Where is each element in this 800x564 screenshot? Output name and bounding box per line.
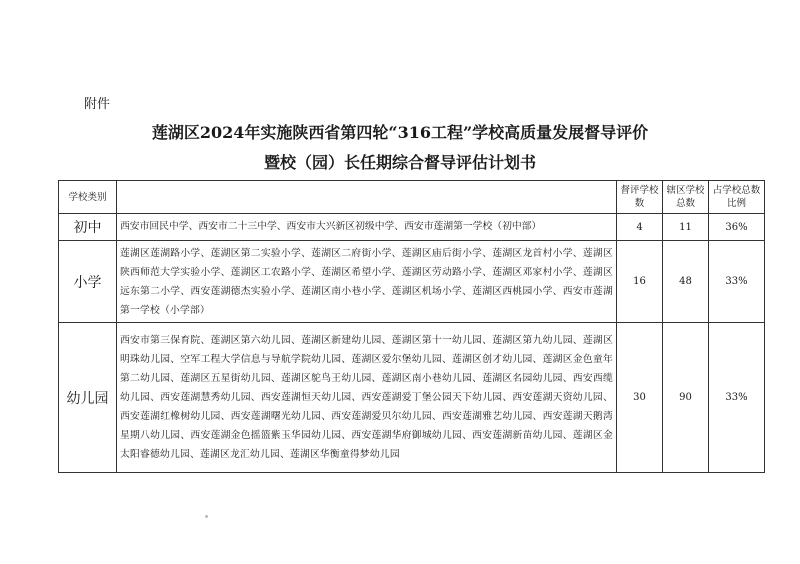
document-title-line1: 莲湖区2024年实施陕西省第四轮“316工程”学校高质量发展督导评价 bbox=[151, 123, 649, 142]
row-category: 初中 bbox=[59, 214, 117, 241]
table-header-row bbox=[59, 181, 765, 214]
table-row bbox=[59, 323, 765, 473]
row-ratio: 33% bbox=[709, 323, 765, 473]
supervision-plan-table bbox=[58, 180, 765, 473]
row-evaluated-count: 30 bbox=[617, 323, 663, 473]
scan-speck bbox=[205, 515, 208, 518]
row-evaluated-count: 4 bbox=[617, 214, 663, 241]
header-ratio: 占学校总数比例 bbox=[709, 181, 765, 214]
row-total-count: 90 bbox=[663, 323, 709, 473]
row-total-count: 11 bbox=[663, 214, 709, 241]
row-ratio: 36% bbox=[709, 214, 765, 241]
header-category: 学校类别 bbox=[59, 181, 117, 214]
row-school-list: 西安市第三保育院、莲湖区第六幼儿园、莲湖区新建幼儿园、莲湖区第十一幼儿园、莲湖区第九幼儿园、莲湖区明珠幼儿园、空军工程大学信息与导航学院幼儿园、莲湖区爱尔堡幼儿园、莲湖区创才幼儿园、莲湖区金色童年第二幼儿园、莲湖区五星街幼儿园、莲湖区鸵鸟王幼儿园、莲湖区南小巷幼儿园、莲湖区名园幼儿园、西安西缆幼儿园、西安莲湖慧秀幼儿园、西安莲湖恒天幼儿园、西安莲湖爱丁堡公园天下幼儿园、西安莲湖天资幼儿园、西安莲湖红橡树幼儿园、西安莲湖曙光幼儿园、西安莲湖爱贝尔幼儿园、西安莲湖雅艺幼儿园、西安莲湖天鹅湾星期八幼儿园、西安莲湖金色摇篮紫玉华园幼儿园、西安莲湖华府御城幼儿园、西安莲湖新苗幼儿园、莲湖区金太阳睿德幼儿园、莲湖区龙汇幼儿园、莲湖区华衡童得梦幼儿园 bbox=[117, 323, 617, 473]
row-evaluated-count: 16 bbox=[617, 241, 663, 323]
table-row bbox=[59, 214, 765, 241]
row-ratio: 33% bbox=[709, 241, 765, 323]
row-total-count: 48 bbox=[663, 241, 709, 323]
table-row bbox=[59, 241, 765, 323]
header-total-count: 辖区学校总数 bbox=[663, 181, 709, 214]
attachment-label: 附件 bbox=[84, 97, 111, 112]
header-evaluated-count: 督评学校数 bbox=[617, 181, 663, 214]
row-category: 小学 bbox=[59, 241, 117, 323]
row-school-list: 西安市回民中学、西安市二十三中学、西安市大兴新区初级中学、西安市莲湖第一学校（初中部） bbox=[117, 214, 617, 241]
row-category: 幼儿园 bbox=[59, 323, 117, 473]
document-title-line2: 暨校（园）长任期综合督导评估计划书 bbox=[263, 153, 536, 172]
header-school-names bbox=[117, 181, 617, 214]
row-school-list: 莲湖区莲湖路小学、莲湖区第二实验小学、莲湖区二府街小学、莲湖区庙后街小学、莲湖区龙首村小学、莲湖区陕西师范大学实验小学、莲湖区工农路小学、莲湖区希望小学、莲湖区劳动路小学、莲湖区邓家村小学、莲湖区远东第二小学、西安莲湖德杰实验小学、莲湖区南小巷小学、莲湖区机场小学、莲湖区西桃园小学、西安市莲湖第一学校（小学部） bbox=[117, 241, 617, 323]
